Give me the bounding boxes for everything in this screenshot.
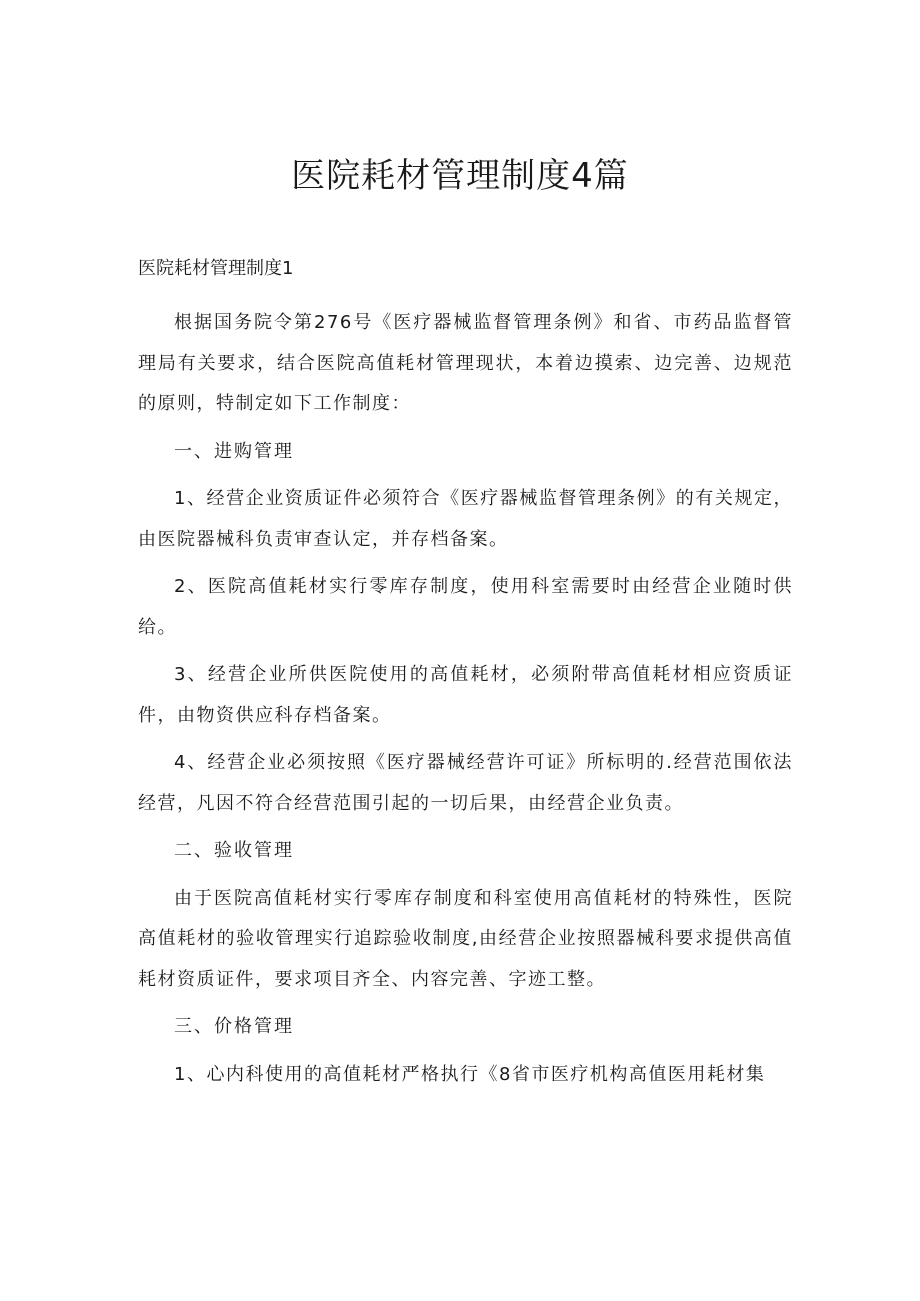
document-title: 医院耗材管理制度4篇 [291,156,629,196]
section-heading-acceptance: 二、验收管理 [174,840,294,861]
paragraph-acceptance-1: 由于医院高值耗材实行零库存制度和科室使用高值耗材的特殊性，医院高值耗材的验收管理实行追踪验收制度,由经营企业按照器械科要求提供高值耗材资质证件，要求项目齐全、内容完善、字迹工整。 [138,887,793,990]
subheading: 医院耗材管理制度1 [138,258,294,279]
paragraph-purchase-3: 3、经营企业所供医院使用的高值耗材，必须附带高值耗材相应资质证件，由物资供应科存档备案。 [138,664,793,726]
paragraph-pricing-1: 1、心内科使用的高值耗材严格执行《8省市医疗机构高值医用耗材集 [174,1063,766,1085]
paragraph-intro: 根据国务院令第276号《医疗器械监督管理条例》和省、市药品监督管理局有关要求，结合医院高值耗材管理现状，本着边摸索、边完善、边规范的原则，特制定如下工作制度： [138,312,793,414]
document-body [138,253,793,1102]
paragraph-purchase-1: 1、经营企业资质证件必须符合《医疗器械监督管理条例》的有关规定，由医院器械科负责审查认定，并存档备案。 [138,488,793,550]
section-heading-purchase: 一、进购管理 [174,440,294,462]
paragraph-purchase-4: 4、经营企业必须按照《医疗器械经营许可证》所标明的.经营范围依法经营，凡因不符合经营范围引起的一切后果，由经营企业负责。 [138,752,793,814]
paragraph-purchase-2: 2、医院高值耗材实行零库存制度，使用科室需要时由经营企业随时供给。 [138,576,793,638]
section-heading-pricing: 三、价格管理 [174,1016,294,1037]
